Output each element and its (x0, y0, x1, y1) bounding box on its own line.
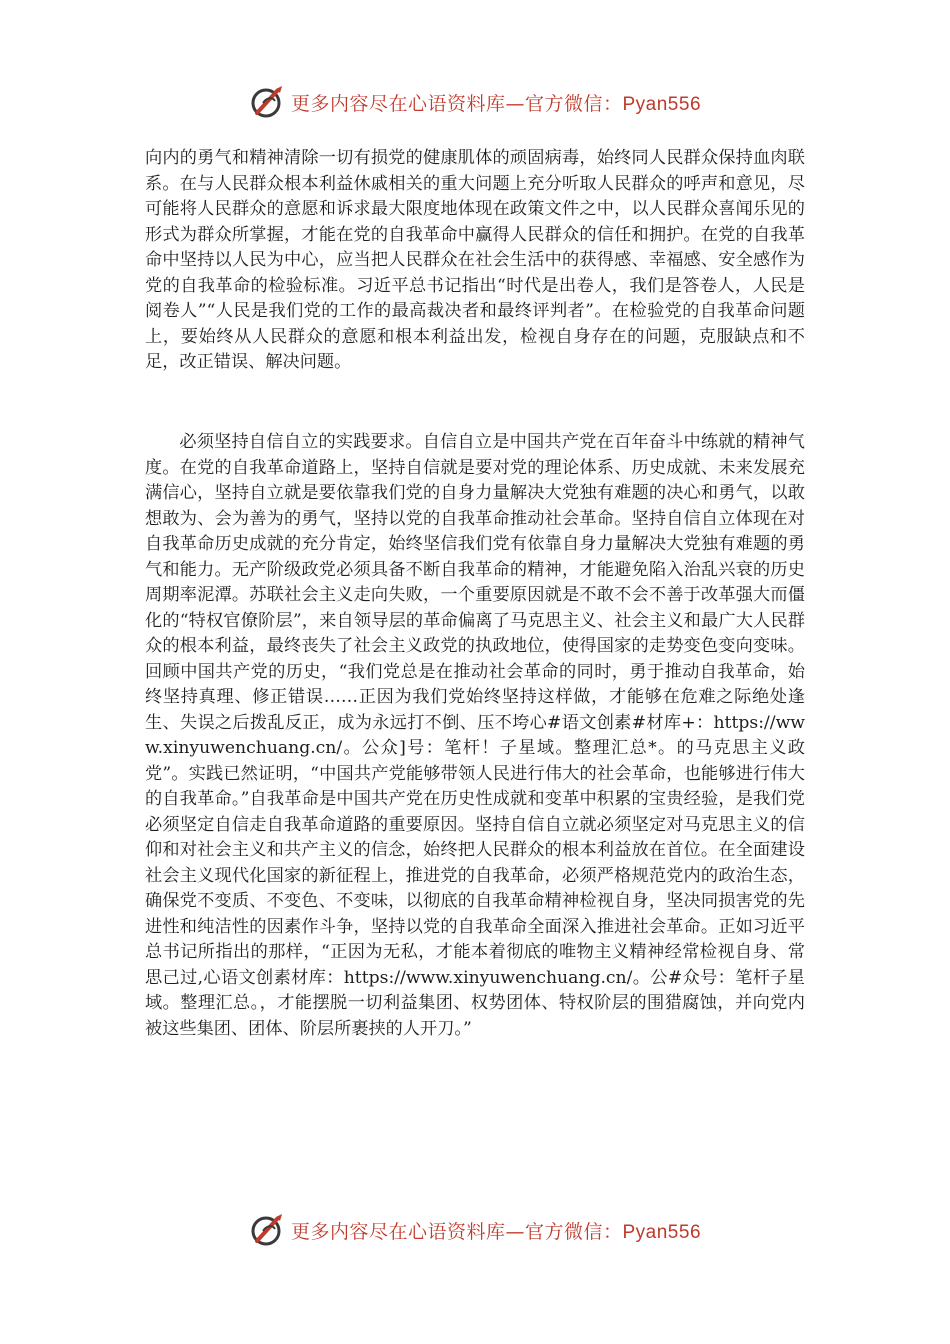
pen-logo-icon (249, 1211, 287, 1249)
footer-banner (0, 1208, 950, 1252)
banner-separator: — (505, 92, 525, 115)
pen-logo-icon (249, 83, 287, 121)
banner-text (291, 89, 701, 116)
banner-main-text: 更多内容尽在心语资料库 (290, 1220, 506, 1243)
banner-wechat-text: 官方微信：Pyan556 (525, 93, 702, 115)
banner-main-text: 更多内容尽在心语资料库 (290, 92, 506, 115)
banner-text (291, 1217, 701, 1244)
body-paragraph-1: 向内的勇气和精神清除一切有损党的健康肌体的顽固病毒，始终同人民群众保持血肉联系。在与人民群众根本利益休戚相关的重大问题上充分听取人民群众的呼声和意见，尽可能将人民群众的意愿和诉求最大限度地体现在政策文件之中，以人民群众喜闻乐见的形式为群众所掌握，才能在党的自我革命中赢得人民群众的信任和拥护。在党的自我革命中坚持以人民为中心，应当把人民群众在社会生活中的获得感、幸福感、安全感作为党的自我革命的检验标准。习近平总书记指出“时代是出卷人，我们是答卷人，人民是阅卷人”“人民是我们党的工作的最高裁决者和最终评判者”。在检验党的自我革命问题上，要始终从人民群众的意愿和根本利益出发，检视自身存在的问题，克服缺点和不足，改正错误、解决问题。 (145, 148, 805, 372)
body-paragraph-2: 必须坚持自信自立的实践要求。自信自立是中国共产党在百年奋斗中练就的精神气度。在党的自我革命道路上，坚持自信就是要对党的理论体系、历史成就、未来发展充满信心，坚持自立就是要依靠我们党的自身力量解决大党独有难题的决心和勇气，以敢想敢为、会为善为的勇气，坚持以党的自我革命推动社会革命。坚持自信自立体现在对自我革命历史成就的充分肯定，始终坚信我们党有依靠自身力量解决大党独有难题的勇气和能力。无产阶级政党必须具备不断自我革命的精神，才能避免陷入治乱兴衰的历史周期率泥潭。苏联社会主义走向失败，一个重要原因就是不敢不会不善于改革强大而僵化的“特权官僚阶层”，来自领导层的革命偏离了马克思主义、社会主义和最广大人民群众的根本利益，最终丧失了社会主义政党的执政地位，使得国家的走势变色变向变味。回顾中国共产党的历史，“我们党总是在推动社会革命的同时，勇于推动自我革命，始终坚持真理、修正错误……正因为我们党始终坚持这样做，才能够在危难之际绝处逢生、失误之后拨乱反正，成为永远打不倒、压不垮心#语文创素#材库+：https://www.xinyuwenchuang.cn/。公众]号：笔杆！子星域。整理汇总*。的马克思主义政党”。实践已然证明，“中国共产党能够带领人民进行伟大的社会革命，也能够进行伟大的自我革命。”自我革命是中国共产党在历史性成就和变革中积累的宝贵经验，是我们党必须坚定自信走自我革命道路的重要原因。坚持自信自立就必须坚定对马克思主义的信仰和对社会主义和共产主义的信念，始终把人民群众的根本利益放在首位。在全面建设社会主义现代化国家的新征程上，推进党的自我革命，必须严格规范党内的政治生态，确保党不变质、不变色、不变味，以彻底的自我革命精神检视自身，坚决同损害党的先进性和纯洁性的因素作斗争，坚持以党的自我革命全面深入推进社会革命。正如习近平总书记所指出的那样，“正因为无私，才能本着彻底的唯物主义精神经常检视自身、常思己过,心语文创素材库：https://www.xinyuwenchuang.cn/。公#众号：笔杆子星域。整理汇总。，才能摆脱一切利益集团、权势团体、特权阶层的围猎腐蚀，并向党内被这些集团、团体、阶层所裹挟的人开刀。” (145, 432, 805, 1039)
banner-separator: — (505, 1220, 525, 1243)
header-banner (0, 80, 950, 124)
banner-wechat-text: 官方微信：Pyan556 (525, 1221, 702, 1243)
